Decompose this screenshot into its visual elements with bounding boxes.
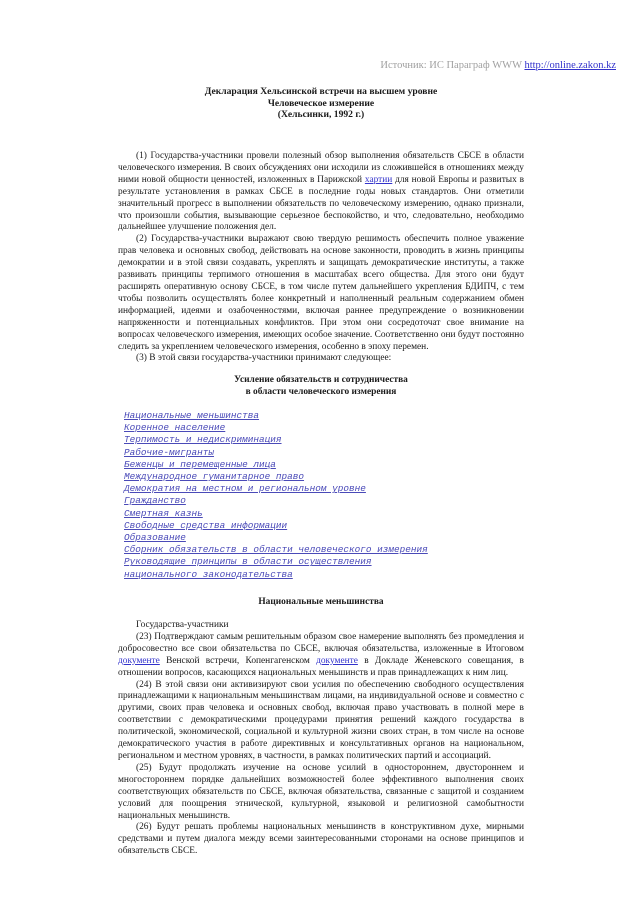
toc-link[interactable]: Коренное население: [124, 422, 226, 434]
intro-section: [118, 151, 524, 365]
lead-text: Государства-участники: [136, 620, 229, 630]
paragraph-3: (3) В этой связи государства-участники принимают следующее:: [136, 353, 392, 364]
toc-link[interactable]: Демократия на местном и региональном уровне: [124, 483, 366, 495]
paragraph-23: (23) Подтверждают самым решительным образом свое намерение выполнять без промедления и добросовестно все свои обязательства по СБСЕ, включая обязательства, изложенные в Итоговом документе Венской встречи, Копенгагенском документе в Докладе Женевского совещания, в отношении вопросов, касающихся национальных меньшинств и прав принадлежащих к ним лиц.: [118, 631, 524, 678]
toc-link[interactable]: Беженцы и перемещенные лица: [124, 458, 276, 470]
title-line-3: (Хельсинки, 1992 г.): [277, 109, 365, 121]
toc-link[interactable]: Терпимость и недискриминация: [124, 434, 282, 446]
toc-link[interactable]: Руководящие принципы в области осуществления: [124, 556, 372, 568]
source-link[interactable]: http://online.zakon.kz: [524, 60, 616, 71]
toc-link[interactable]: Свободные средства информации: [124, 519, 288, 531]
source-line: [380, 60, 616, 71]
toc-link[interactable]: национального законодательства: [124, 568, 293, 580]
paragraph-26: (26) Будут решать проблемы национальных меньшинств в конструктивном духе, мирными средствами и путем диалога между всеми заинтересованными сторонами на основе принципов и обязательств СБСЕ.: [118, 822, 524, 857]
toc-link[interactable]: Сборник обязательств в области человеческого измерения: [124, 544, 428, 556]
toc-link[interactable]: Смертная казнь: [124, 507, 203, 519]
source-label: Источник: ИС Параграф WWW: [380, 60, 522, 71]
toc-link[interactable]: Рабочие-мигранты: [124, 446, 215, 458]
document-link-1[interactable]: документе: [118, 655, 160, 666]
title-line-2: Человеческое измерение: [267, 97, 375, 109]
paragraph-2: (2) Государства-участники выражают свою твердую решимость обеспечить полное уважение прав человека и основных свобод, действовать на основе законности, проводить в жизнь принципы демократии и в этой связи создавать, укреплять и защищать демократические институты, а также развивать принципы терпимого отношения в масштабах всего общества. Для этого они будут расширять оперативную основу СБСЕ, в том числе путем дальнейшего укрепления БДИПЧ, с тем чтобы позволить осуществлять более конкретный и наполненный реальным содержанием обмен информацией, идеями и озабоченностями, включая раннее предупреждение о возникновении напряженности и потенциальных конфликтов. При этом они сосредоточат свое внимание на вопросах человеческого измерения, имеющих особое значение. Соответственно они будут постоянно следить за укреплением человеческого измерения, особенно в эпоху перемен.: [118, 234, 524, 352]
paragraph-1: (1) Государства-участники провели полезный обзор выполнения обязательств СБСЕ в области человеческого измерения. В своих обсуждениях они исходили из сложившейся в отношениях между ними новой общности ценностей, изложенных в Парижской хартии для новой Европы и развитых в результате установления в рамках СБСЕ в последние годы новых стандартов. Они отметили значительный прогресс в выполнении обязательств по человеческому измерению, однако признали, что произошли события, вызывающие серьезное беспокойство, и что, следовательно, необходимо дальнейшее улучшение положения дел.: [118, 151, 524, 233]
document-title: [118, 86, 524, 121]
paragraph-24: (24) В этой связи они активизируют свои усилия по обеспечению свободного осуществления принадлежащими к национальным меньшинствам лицами, на индивидуальной основе и совместно с другими, своих прав человека и основных свобод, включая право участвовать в полной мере в соответствии с демократическими процедурами принятия решений каждого государства в политической, экономической, социальной и культурной жизни своих стран, в том числе на основе демократического участия в работе директивных и консультативных органов на национальном, региональном и местном уровнях, в частности, в рамках политических партий и ассоциаций.: [118, 679, 524, 761]
title-line-1: Декларация Хельсинской встречи на высшем уровне: [204, 86, 438, 97]
minorities-section: [118, 620, 524, 858]
charter-link[interactable]: хартии: [364, 174, 393, 185]
section-heading-minorities: Национальные меньшинства: [258, 597, 384, 607]
document-link-2[interactable]: документе: [316, 655, 358, 666]
toc-link[interactable]: Национальные меньшинства: [124, 410, 260, 421]
table-of-contents: [124, 410, 428, 581]
section-heading-strengthening: Усиление обязательств и сотрудничества в области человеческого измерения: [234, 375, 408, 397]
toc-link[interactable]: Международное гуманитарное право: [124, 471, 305, 483]
toc-link[interactable]: Гражданство: [124, 495, 186, 507]
toc-link[interactable]: Образование: [124, 532, 186, 544]
paragraph-25: (25) Будут продолжать изучение на основе усилий в одностороннем, двустороннем и многостороннем порядке дальнейших возможностей более эффективного выполнения своих соответствующих обязательств по СБСЕ, включая обязательства, связанные с защитой и созданием условий для поощрения этнической, культурной, языковой и религиозной самобытности национальных меньшинств.: [118, 762, 524, 821]
